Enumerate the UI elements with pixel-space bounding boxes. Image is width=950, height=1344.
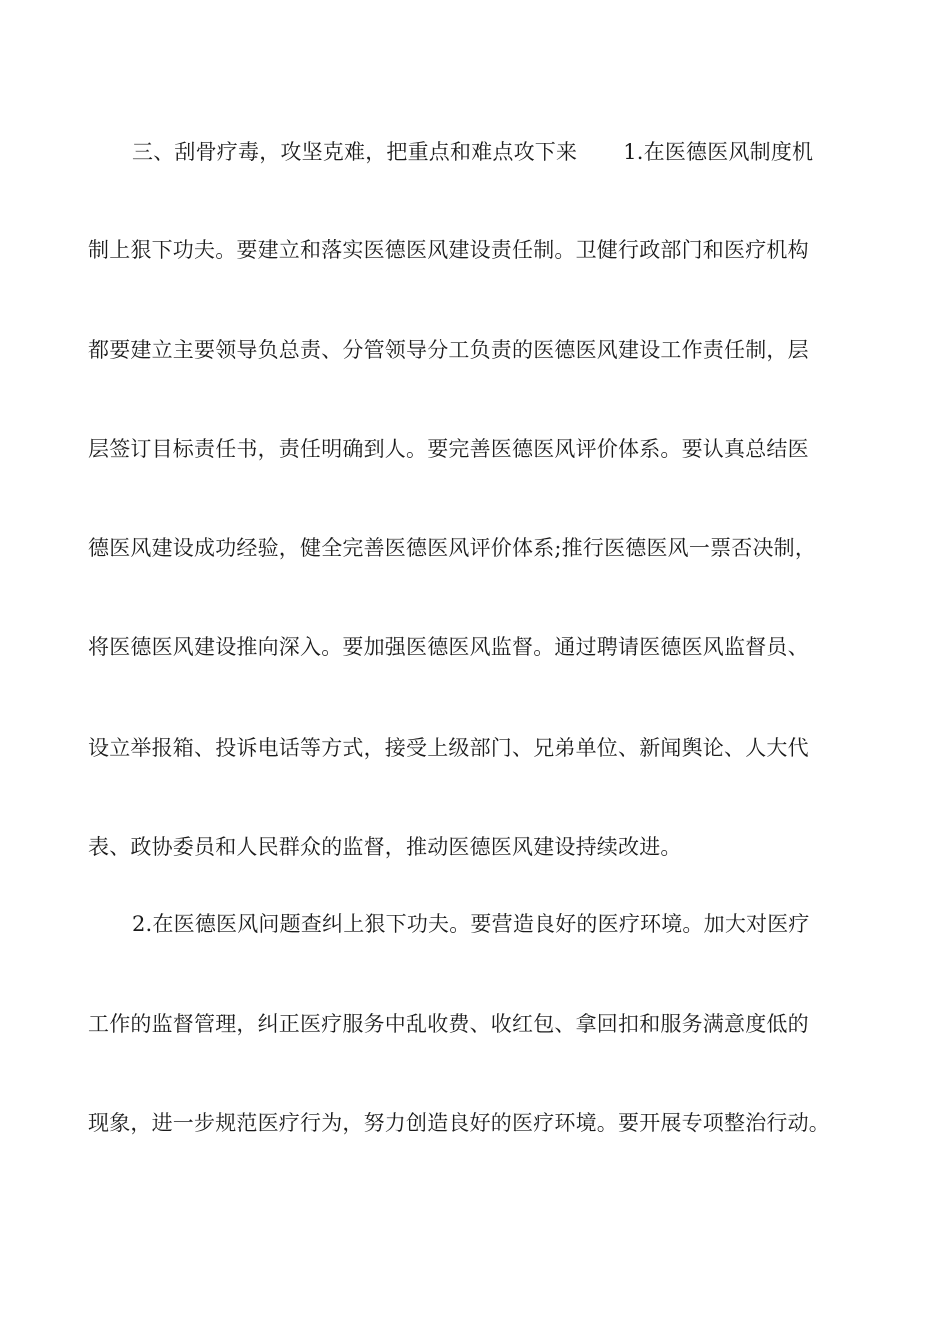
paragraph-line-2: 制上狠下功夫。要建立和落实医德医风建设责任制。卫健行政部门和医疗机构 [88, 238, 809, 262]
paragraph-line-9: 2.在医德医风问题查纠上狠下功夫。要营造良好的医疗环境。加大对医疗 [132, 912, 810, 936]
paragraph-line-8: 表、政协委员和人民群众的监督，推动医德医风建设持续改进。 [88, 835, 682, 859]
paragraph-line-11: 现象，进一步规范医疗行为，努力创造良好的医疗环境。要开展专项整治行动。 [88, 1111, 830, 1135]
subsection-lead: 1.在医德医风制度机 [623, 140, 814, 164]
section-heading: 三、刮骨疗毒，攻坚克难，把重点和难点攻下来 [132, 140, 578, 164]
paragraph-line-10: 工作的监督管理，纠正医疗服务中乱收费、收红包、拿回扣和服务满意度低的 [88, 1012, 809, 1036]
paragraph-line-7: 设立举报箱、投诉电话等方式，接受上级部门、兄弟单位、新闻舆论、人大代 [88, 736, 809, 760]
paragraph-line-6: 将医德医风建设推向深入。要加强医德医风监督。通过聘请医德医风监督员、 [88, 635, 809, 659]
paragraph-line-5: 德医风建设成功经验，健全完善医德医风评价体系;推行医德医风一票否决制， [88, 536, 817, 560]
paragraph-line-1 [132, 138, 907, 166]
paragraph-line-3: 都要建立主要领导负总责、分管领导分工负责的医德医风建设工作责任制，层 [88, 338, 809, 362]
paragraph-line-4: 层签订目标责任书，责任明确到人。要完善医德医风评价体系。要认真总结医 [88, 437, 809, 461]
